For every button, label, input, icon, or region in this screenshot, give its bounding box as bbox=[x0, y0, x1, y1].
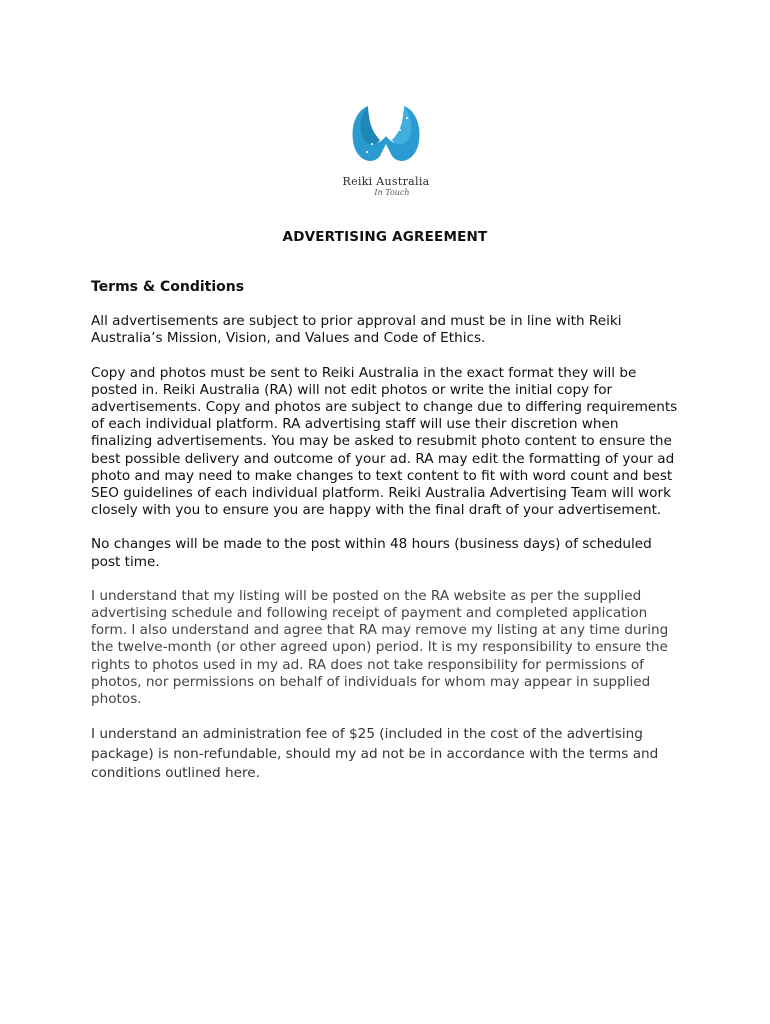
paragraph-copy-photos: Copy and photos must be sent to Reiki Australia in the exact format they will be posted in. Reiki Australia (RA) will not edit photos or write the initial copy for advertisements. Copy and photos are subject to change due to differing requirements of each individual platform. RA advertising staff will use their discretion when finalizing advertisements. You may be asked to resubmit photo content to ensure the best possible delivery and outcome of your ad. RA may edit the formatting of your ad photo and may need to make changes to text content to fit with word count and best SEO guidelines of each individual platform. Reiki Australia Advertising Team will work closely with you to ensure you are happy with the final draft of your advertisement. bbox=[91, 364, 678, 519]
document-title: ADVERTISING AGREEMENT bbox=[282, 229, 488, 245]
paragraph-no-changes: No changes will be made to the post within 48 hours (business days) of scheduled post time. bbox=[91, 536, 652, 570]
logo-name: Reiki Australia bbox=[342, 175, 430, 188]
logo-tagline: In Touch bbox=[374, 188, 410, 197]
paragraph-listing-terms: I understand that my listing will be posted on the RA website as per the supplied advertising schedule and following receipt of payment and completed application form. I also understand and agree that RA may remove my listing at any time during the twelve-month (or other agreed upon) period. It is my responsibility to ensure the rights to photos used in my ad. RA does not take responsibility for permissions of photos, nor permissions on behalf of individuals for whom may appear in supplied photos. bbox=[91, 587, 669, 708]
paragraph-approval: All advertisements are subject to prior approval and must be in line with Reiki Australia’s Mission, Vision, and Values and Code of Ethics. bbox=[91, 313, 622, 347]
document-body bbox=[91, 279, 681, 801]
paragraph-admin-fee: I understand an administration fee of $25 (included in the cost of the advertising package) is non-refundable, should my ad not be in accordance with the terms and conditions outlined here. bbox=[91, 726, 659, 782]
hands-logo-icon bbox=[346, 100, 426, 172]
reiki-australia-logo bbox=[336, 100, 436, 200]
section-heading: Terms & Conditions bbox=[91, 279, 245, 295]
